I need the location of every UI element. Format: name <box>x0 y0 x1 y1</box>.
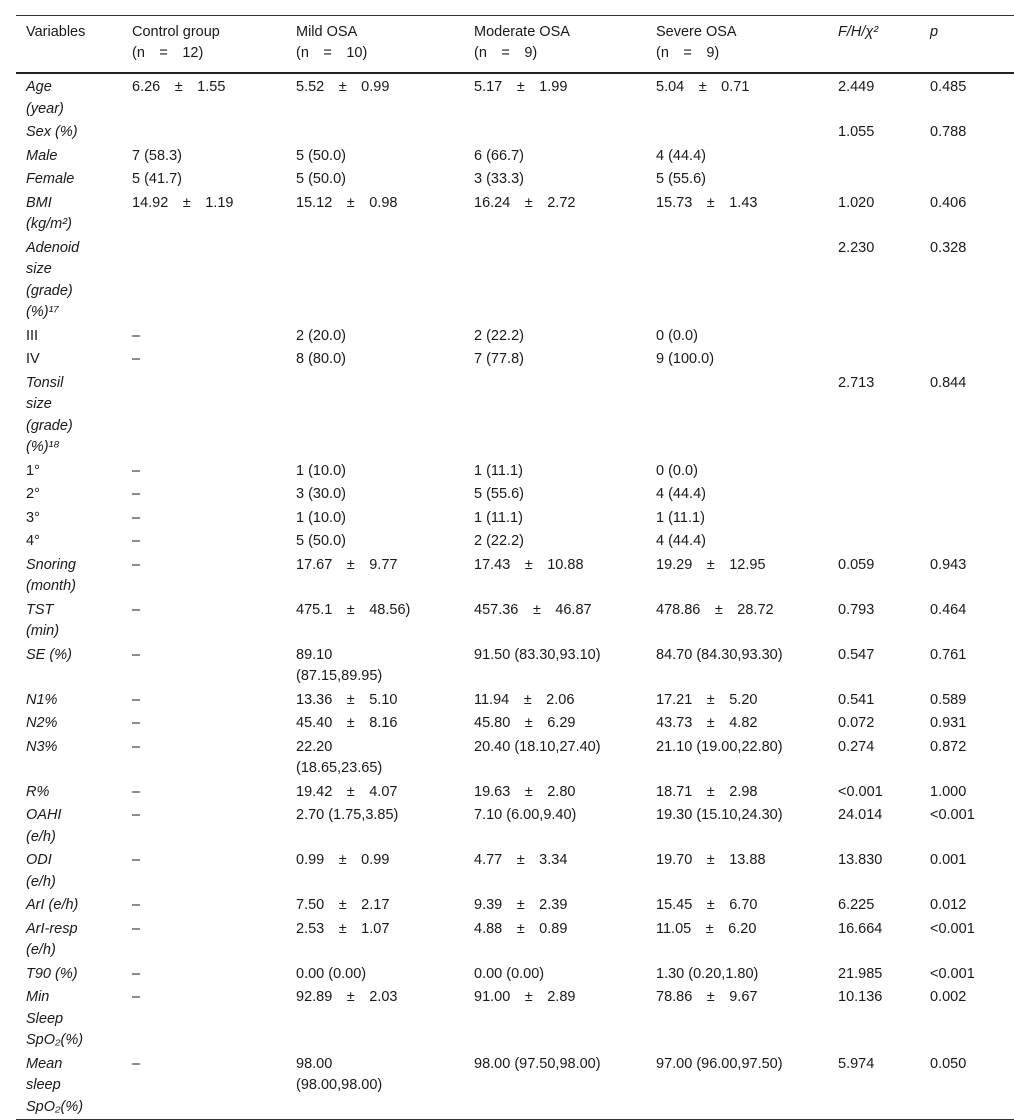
variable-cell: R% <box>26 783 50 800</box>
moderate-cell: 98.00 (97.50,98.00) <box>474 1055 601 1072</box>
table-row <box>16 460 1014 484</box>
mild-cell: 475.1 ± 48.56) <box>296 601 411 618</box>
table-row <box>16 986 1014 1053</box>
variable-cell: Adenoid size (grade) (%)¹⁷ <box>26 239 80 320</box>
header-moderate-label: Moderate OSA <box>474 24 570 40</box>
severe-cell: 19.70 ± 13.88 <box>656 852 766 868</box>
severe-cell: 4 (44.4) <box>656 486 706 502</box>
moderate-cell: 16.24 ± 2.72 <box>474 194 576 211</box>
statistic-cell: 10.136 <box>838 989 883 1005</box>
header-severe-n: (n = 9) <box>656 45 720 61</box>
severe-cell: 0 (0.0) <box>656 327 698 344</box>
control-cell: – <box>132 807 141 823</box>
p-value-cell: 0.872 <box>930 738 967 755</box>
data-table-container <box>16 15 1014 1120</box>
mild-cell: 17.67 ± 9.77 <box>296 556 398 573</box>
severe-cell: 17.21 ± 5.20 <box>656 691 758 708</box>
moderate-cell: 45.80 ± 6.29 <box>474 715 576 731</box>
table-row <box>16 918 1014 963</box>
statistic-cell <box>828 530 920 554</box>
header-control-n: (n = 12) <box>132 45 204 61</box>
mild-cell <box>286 237 464 325</box>
statistic-cell <box>828 325 920 349</box>
severe-cell: 19.29 ± 12.95 <box>656 556 766 573</box>
mild-cell: 1 (10.0) <box>296 509 346 526</box>
control-cell: – <box>132 989 141 1005</box>
mild-cell <box>286 372 464 460</box>
control-cell: – <box>132 738 141 755</box>
table-row <box>16 554 1014 599</box>
control-cell: – <box>132 327 141 344</box>
statistic-cell: 0.547 <box>838 646 875 663</box>
variable-cell: T90 (%) <box>26 965 78 982</box>
severe-cell: 11.05 ± 6.20 <box>656 920 757 937</box>
variable-cell: N1% <box>26 691 58 708</box>
mild-cell: 22.20 (18.65,23.65) <box>296 738 383 776</box>
header-control-label: Control group <box>132 24 220 40</box>
control-cell: – <box>132 965 141 982</box>
severe-cell: 5.04 ± 0.71 <box>656 79 750 95</box>
variable-cell: N3% <box>26 738 58 755</box>
mild-cell: 2.53 ± 1.07 <box>296 920 390 937</box>
mild-cell: 15.12 ± 0.98 <box>296 194 398 211</box>
severe-cell: 15.73 ± 1.43 <box>656 194 758 211</box>
statistic-cell: <0.001 <box>838 783 883 800</box>
moderate-cell: 9.39 ± 2.39 <box>474 897 568 913</box>
statistic-cell: 16.664 <box>838 920 883 937</box>
header-mild-label: Mild OSA <box>296 24 358 40</box>
control-cell: – <box>132 486 141 502</box>
statistic-cell: 0.793 <box>838 601 875 618</box>
moderate-cell: 4.77 ± 3.34 <box>474 852 568 868</box>
moderate-cell: 19.63 ± 2.80 <box>474 783 576 800</box>
severe-cell: 4 (44.4) <box>656 533 706 549</box>
statistic-cell: 0.274 <box>838 738 875 755</box>
severe-cell: 478.86 ± 28.72 <box>656 601 774 618</box>
header-moderate-osa <box>464 16 646 74</box>
p-value-cell: 0.931 <box>930 715 967 731</box>
variable-cell: Tonsil size (grade) (%)¹⁸ <box>26 374 73 455</box>
variable-cell: Sex (%) <box>26 124 78 140</box>
mild-cell: 2 (20.0) <box>296 327 346 344</box>
table-row <box>16 192 1014 237</box>
severe-cell: 1.30 (0.20,1.80) <box>656 965 759 982</box>
statistic-cell: 2.449 <box>838 79 875 95</box>
mild-cell: 45.40 ± 8.16 <box>296 715 398 731</box>
variable-cell: OAHI (e/h) <box>26 807 62 845</box>
variable-cell: Female <box>26 171 75 187</box>
header-severe-label: Severe OSA <box>656 24 737 40</box>
control-cell: – <box>132 533 141 549</box>
moderate-cell: 17.43 ± 10.88 <box>474 556 584 573</box>
severe-cell <box>646 372 828 460</box>
p-value-cell: 0.943 <box>930 556 967 573</box>
statistic-cell: 0.072 <box>838 715 875 731</box>
p-value-cell: 0.001 <box>930 852 967 868</box>
control-cell: 7 (58.3) <box>132 147 182 164</box>
statistic-cell: 6.225 <box>838 897 875 913</box>
mild-cell: 5 (50.0) <box>296 147 346 164</box>
control-cell: – <box>132 462 141 479</box>
control-cell: – <box>132 601 141 618</box>
header-mild-osa <box>286 16 464 74</box>
p-value-cell <box>920 168 1014 192</box>
p-value-cell <box>920 325 1014 349</box>
table-row <box>16 507 1014 531</box>
statistic-cell: 24.014 <box>838 807 883 823</box>
table-row <box>16 348 1014 372</box>
moderate-cell: 5 (55.6) <box>474 486 524 502</box>
header-variables-label: Variables <box>26 24 86 40</box>
severe-cell: 5 (55.6) <box>656 171 706 187</box>
control-cell: – <box>132 715 141 731</box>
p-value-cell: 0.464 <box>930 601 967 618</box>
table-row <box>16 736 1014 781</box>
table-row <box>16 73 1014 121</box>
table-body <box>16 73 1014 1120</box>
table-row <box>16 849 1014 894</box>
mild-cell: 5 (50.0) <box>296 171 346 187</box>
table-row <box>16 121 1014 145</box>
severe-cell: 19.30 (15.10,24.30) <box>656 807 783 823</box>
moderate-cell: 7.10 (6.00,9.40) <box>474 807 577 823</box>
severe-cell: 97.00 (96.00,97.50) <box>656 1055 783 1072</box>
severe-cell: 4 (44.4) <box>656 147 706 164</box>
p-value-cell <box>920 145 1014 169</box>
variable-cell: 1° <box>26 462 40 479</box>
control-cell: – <box>132 920 141 937</box>
p-value-cell <box>920 460 1014 484</box>
severe-cell: 84.70 (84.30,93.30) <box>656 646 783 663</box>
control-cell: – <box>132 783 141 800</box>
statistic-cell <box>828 145 920 169</box>
control-cell: – <box>132 691 141 708</box>
variable-cell: BMI (kg/m²) <box>26 194 72 232</box>
header-variables <box>16 16 122 74</box>
table-row <box>16 145 1014 169</box>
variable-cell: IV <box>26 351 40 367</box>
mild-cell: 92.89 ± 2.03 <box>296 989 398 1005</box>
header-severe-osa <box>646 16 828 74</box>
moderate-cell: 2 (22.2) <box>474 533 524 549</box>
p-value-cell: 1.000 <box>930 783 967 800</box>
mild-cell: 98.00 (98.00,98.00) <box>296 1055 383 1093</box>
table-row <box>16 483 1014 507</box>
table-row <box>16 599 1014 644</box>
table-row <box>16 689 1014 713</box>
table-row <box>16 781 1014 805</box>
variable-cell: ODI (e/h) <box>26 852 56 890</box>
variable-cell: N2% <box>26 715 58 731</box>
moderate-cell: 3 (33.3) <box>474 171 524 187</box>
control-cell <box>122 121 286 145</box>
moderate-cell: 91.00 ± 2.89 <box>474 989 576 1005</box>
moderate-cell: 1 (11.1) <box>474 509 523 526</box>
moderate-cell: 91.50 (83.30,93.10) <box>474 646 601 663</box>
severe-cell: 43.73 ± 4.82 <box>656 715 758 731</box>
p-value-cell <box>920 483 1014 507</box>
statistic-cell: 2.230 <box>838 239 875 256</box>
mild-cell: 5.52 ± 0.99 <box>296 79 390 95</box>
statistic-cell: 0.541 <box>838 691 875 708</box>
mild-cell: 5 (50.0) <box>296 533 346 549</box>
p-value-cell: <0.001 <box>930 965 975 982</box>
control-cell: – <box>132 897 141 913</box>
variable-cell: SE (%) <box>26 646 72 663</box>
p-value-cell: 0.788 <box>930 124 967 140</box>
p-value-cell: 0.002 <box>930 989 967 1005</box>
moderate-cell: 457.36 ± 46.87 <box>474 601 592 618</box>
mild-cell: 0.00 (0.00) <box>296 965 367 982</box>
severe-cell <box>646 237 828 325</box>
p-value-cell <box>920 507 1014 531</box>
variable-cell: Snoring (month) <box>26 556 76 594</box>
variable-cell: ArI-resp (e/h) <box>26 920 78 958</box>
table-row <box>16 372 1014 460</box>
table-row <box>16 712 1014 736</box>
p-value-cell: <0.001 <box>930 807 975 823</box>
table-row <box>16 325 1014 349</box>
variable-cell: TST (min) <box>26 601 60 639</box>
mild-cell: 0.99 ± 0.99 <box>296 852 390 868</box>
statistic-cell <box>828 348 920 372</box>
control-cell: – <box>132 852 141 868</box>
p-value-cell: 0.485 <box>930 79 967 95</box>
variable-cell: 4° <box>26 533 40 549</box>
header-control-group <box>122 16 286 74</box>
severe-cell <box>646 121 828 145</box>
control-cell: 6.26 ± 1.55 <box>132 79 226 95</box>
p-value-cell: 0.050 <box>930 1055 967 1072</box>
p-value-cell: 0.012 <box>930 897 967 913</box>
severe-cell: 21.10 (19.00,22.80) <box>656 738 783 755</box>
variable-cell: Min Sleep SpO₂(%) <box>26 989 84 1048</box>
mild-cell: 8 (80.0) <box>296 351 346 367</box>
control-cell: – <box>132 1055 141 1072</box>
p-value-cell: 0.589 <box>930 691 967 708</box>
moderate-cell: 5.17 ± 1.99 <box>474 79 568 95</box>
moderate-cell: 11.94 ± 2.06 <box>474 691 575 708</box>
statistic-cell: 0.059 <box>838 556 875 573</box>
table-header-row <box>16 16 1014 74</box>
control-cell: 5 (41.7) <box>132 171 182 187</box>
variable-cell: ArI (e/h) <box>26 897 79 913</box>
variable-cell: 2° <box>26 486 40 502</box>
statistic-cell <box>828 483 920 507</box>
control-cell: – <box>132 646 141 663</box>
mild-cell <box>286 121 464 145</box>
severe-cell: 9 (100.0) <box>656 351 715 367</box>
statistic-cell <box>828 460 920 484</box>
control-cell: 14.92 ± 1.19 <box>132 194 234 211</box>
mild-cell: 3 (30.0) <box>296 486 346 502</box>
p-value-cell: 0.406 <box>930 194 967 211</box>
table-row <box>16 530 1014 554</box>
table-row <box>16 1053 1014 1120</box>
table-row <box>16 894 1014 918</box>
table-row <box>16 644 1014 689</box>
table-row <box>16 963 1014 987</box>
table-row <box>16 804 1014 849</box>
statistic-cell: 1.020 <box>838 194 875 211</box>
header-moderate-n: (n = 9) <box>474 45 538 61</box>
mild-cell: 1 (10.0) <box>296 462 346 479</box>
p-value-cell: <0.001 <box>930 920 975 937</box>
severe-cell: 0 (0.0) <box>656 462 698 479</box>
control-cell: – <box>132 556 141 573</box>
control-cell <box>122 237 286 325</box>
control-cell: – <box>132 509 141 526</box>
header-p-label: p <box>930 24 939 40</box>
control-cell <box>122 372 286 460</box>
statistic-cell <box>828 507 920 531</box>
statistic-cell: 5.974 <box>838 1055 875 1072</box>
header-statistic <box>828 16 920 74</box>
mild-cell: 2.70 (1.75,3.85) <box>296 807 399 823</box>
header-p-value <box>920 16 1014 74</box>
mild-cell: 7.50 ± 2.17 <box>296 897 390 913</box>
p-value-cell: 0.328 <box>930 239 967 256</box>
variable-cell: 3° <box>26 509 40 526</box>
severe-cell: 78.86 ± 9.67 <box>656 989 758 1005</box>
mild-cell: 19.42 ± 4.07 <box>296 783 398 800</box>
header-statistic-label: F/H/χ² <box>838 24 879 40</box>
mild-cell: 13.36 ± 5.10 <box>296 691 398 708</box>
statistic-cell: 21.985 <box>838 965 883 982</box>
table-row <box>16 168 1014 192</box>
variable-cell: Male <box>26 147 58 164</box>
control-cell: – <box>132 351 141 367</box>
moderate-cell: 2 (22.2) <box>474 327 524 344</box>
p-value-cell <box>920 348 1014 372</box>
moderate-cell: 4.88 ± 0.89 <box>474 920 568 937</box>
statistic-cell: 13.830 <box>838 852 883 868</box>
moderate-cell <box>464 237 646 325</box>
moderate-cell: 0.00 (0.00) <box>474 965 545 982</box>
severe-cell: 15.45 ± 6.70 <box>656 897 758 913</box>
statistic-cell: 1.055 <box>838 124 875 140</box>
p-value-cell: 0.844 <box>930 374 967 391</box>
statistic-cell <box>828 168 920 192</box>
variable-cell: Age (year) <box>26 79 64 117</box>
moderate-cell: 7 (77.8) <box>474 351 524 367</box>
severe-cell: 1 (11.1) <box>656 509 705 526</box>
moderate-cell: 1 (11.1) <box>474 462 523 479</box>
moderate-cell: 20.40 (18.10,27.40) <box>474 738 601 755</box>
moderate-cell <box>464 121 646 145</box>
variable-cell: Mean sleep SpO₂(%) <box>26 1055 84 1115</box>
p-value-cell: 0.761 <box>930 646 967 663</box>
mild-cell: 89.10 (87.15,89.95) <box>296 646 383 684</box>
moderate-cell: 6 (66.7) <box>474 147 524 164</box>
moderate-cell <box>464 372 646 460</box>
severe-cell: 18.71 ± 2.98 <box>656 783 758 800</box>
header-mild-n: (n = 10) <box>296 45 368 61</box>
osa-comparison-table <box>16 15 1014 1120</box>
statistic-cell: 2.713 <box>838 374 875 391</box>
variable-cell: III <box>26 327 39 344</box>
p-value-cell <box>920 530 1014 554</box>
table-row <box>16 237 1014 325</box>
